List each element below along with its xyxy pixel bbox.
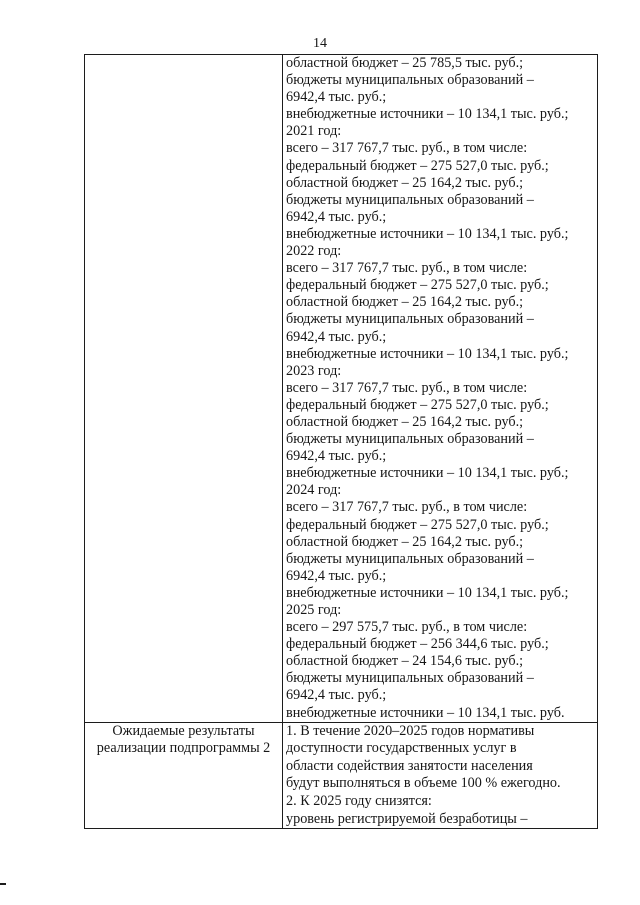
table-row-funding [85, 55, 598, 723]
funding-line: 2023 год: [286, 362, 342, 379]
funding-line: бюджеты муниципальных образований – [286, 191, 534, 208]
table-row-expected-results [85, 722, 598, 829]
expected-results-line: 1. В течение 2020–2025 годов нормативы [286, 722, 535, 739]
funding-line: 6942,4 тыс. руб.; [286, 448, 387, 465]
funding-line: внебюджетные источники – 10 134,1 тыс. руб.; [286, 465, 569, 482]
funding-line: 6942,4 тыс. руб.; [286, 687, 387, 704]
page-number: 14 [313, 36, 327, 51]
expected-results-line: 2. К 2025 году снизятся: [286, 793, 432, 810]
funding-line: областной бюджет – 24 154,6 тыс. руб.; [286, 653, 524, 670]
expected-results-line: будут выполняться в объеме 100 % ежегодно. [286, 775, 561, 792]
funding-label-cell [85, 55, 283, 723]
funding-line: 2025 год: [286, 602, 342, 618]
funding-line: областной бюджет – 25 164,2 тыс. руб.; [286, 413, 524, 430]
funding-line: внебюджетные источники – 10 134,1 тыс. руб.; [286, 345, 569, 362]
funding-line: 2022 год: [286, 243, 342, 260]
funding-line: областной бюджет – 25 785,5 тыс. руб.; [286, 55, 524, 71]
expected-results-line: уровень регистрируемой безработицы – [286, 810, 528, 827]
funding-line: 6942,4 тыс. руб.; [286, 208, 387, 225]
subprogram-passport-table [84, 54, 598, 829]
expected-results-label-line: реализации подпрограммы 2 [96, 740, 271, 757]
funding-line: всего – 317 767,7 тыс. руб., в том числе: [286, 140, 528, 157]
funding-line: 2024 год: [286, 482, 342, 499]
funding-line: областной бюджет – 25 164,2 тыс. руб.; [286, 174, 524, 191]
funding-line: федеральный бюджет – 275 527,0 тыс. руб.; [286, 516, 549, 533]
funding-line: федеральный бюджет – 256 344,6 тыс. руб.; [286, 636, 549, 653]
expected-results-cell [283, 722, 598, 829]
expected-results-label-line: Ожидаемые результаты [112, 722, 255, 739]
funding-line: всего – 317 767,7 тыс. руб., в том числе: [286, 379, 528, 396]
funding-line: внебюджетные источники – 10 134,1 тыс. руб.; [286, 106, 569, 123]
funding-line: внебюджетные источники – 10 134,1 тыс. руб.; [286, 584, 569, 601]
funding-line: федеральный бюджет – 275 527,0 тыс. руб.; [286, 396, 549, 413]
expected-results-label-cell [85, 722, 283, 829]
funding-volume-cell [283, 55, 598, 723]
funding-line: бюджеты муниципальных образований – [286, 72, 534, 89]
scan-margin-mark [0, 883, 6, 885]
expected-results-line: доступности государственных услуг в [286, 740, 517, 757]
funding-line: 2021 год: [286, 123, 342, 140]
funding-line: внебюджетные источники – 10 134,1 тыс. руб. [286, 704, 565, 721]
funding-line: внебюджетные источники – 10 134,1 тыс. руб.; [286, 225, 569, 242]
funding-line: бюджеты муниципальных образований – [286, 550, 534, 567]
funding-line: 6942,4 тыс. руб.; [286, 567, 387, 584]
funding-line: 6942,4 тыс. руб.; [286, 89, 387, 106]
funding-line: областной бюджет – 25 164,2 тыс. руб.; [286, 294, 524, 311]
funding-line: бюджеты муниципальных образований – [286, 311, 534, 328]
funding-line: всего – 317 767,7 тыс. руб., в том числе: [286, 260, 528, 277]
funding-line: всего – 317 767,7 тыс. руб., в том числе: [286, 499, 528, 516]
funding-line: 6942,4 тыс. руб.; [286, 328, 387, 345]
expected-results-line: области содействия занятости населения [286, 757, 533, 774]
funding-line: федеральный бюджет – 275 527,0 тыс. руб.; [286, 157, 549, 174]
funding-line: бюджеты муниципальных образований – [286, 670, 534, 687]
funding-line: всего – 297 575,7 тыс. руб., в том числе: [286, 619, 528, 636]
funding-line: областной бюджет – 25 164,2 тыс. руб.; [286, 533, 524, 550]
funding-line: бюджеты муниципальных образований – [286, 431, 534, 448]
funding-line: федеральный бюджет – 275 527,0 тыс. руб.; [286, 277, 549, 294]
